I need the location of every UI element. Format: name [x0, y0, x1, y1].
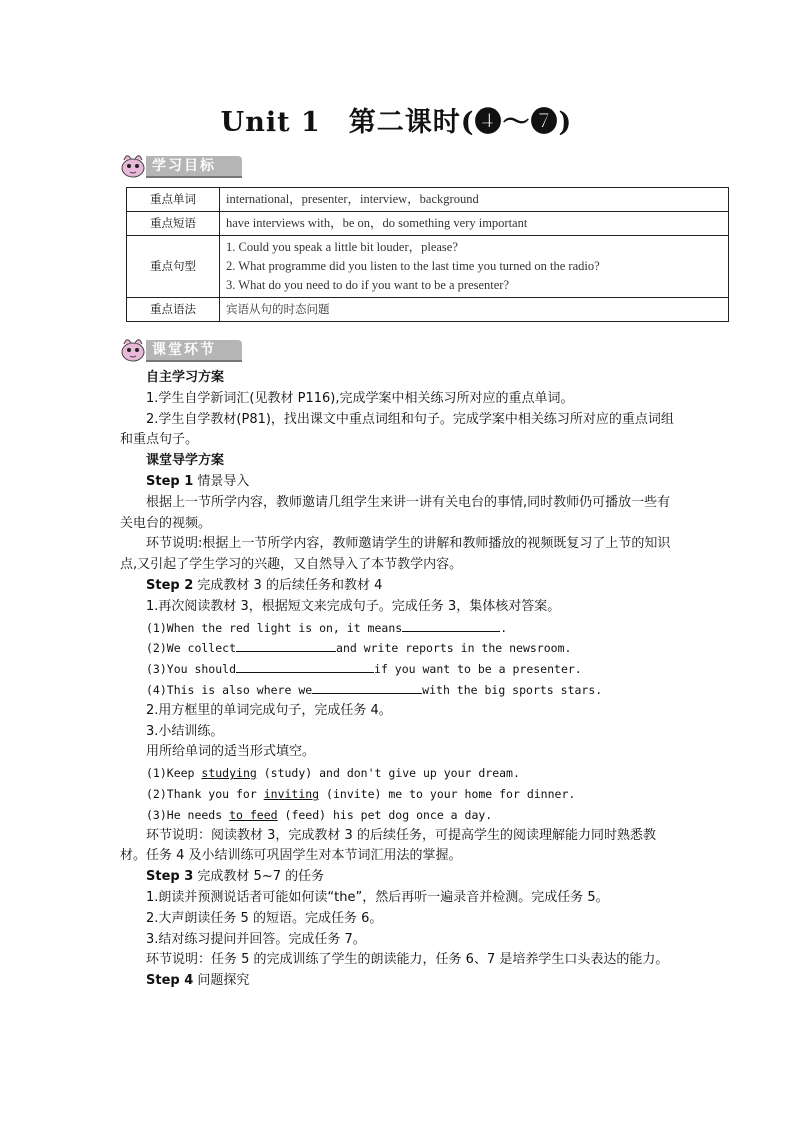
table-row: [127, 298, 729, 322]
goal-value: [220, 236, 729, 298]
step-title: 问题探究: [197, 973, 250, 989]
goal-value: international，presenter，interview，background: [220, 188, 729, 212]
exercise-line: (4)This is also where we with the big sports stars.: [146, 682, 603, 697]
paragraph: 1.朗读并预测说话者可能如何读“the”，然后再听一遍录音并检测。完成任务 5。: [146, 889, 609, 905]
table-row: [127, 188, 729, 212]
paragraph: 用所给单词的适当形式填空。: [146, 744, 316, 760]
answer-text: studying: [201, 766, 257, 781]
step-title: 完成教材 3 的后续任务和教材 4: [197, 577, 383, 593]
paragraph: 2.大声朗读任务 5 的短语。完成任务 6。: [146, 910, 383, 926]
paragraph: 1.再次阅读教材 3，根据短文来完成句子。完成任务 3，集体核对答案。: [146, 598, 561, 614]
unit-label: Unit 1: [220, 107, 321, 138]
section-label: 学习目标: [146, 156, 242, 178]
table-row: [127, 236, 729, 298]
exercise-line: (2)We collect and write reports in the newsroom.: [146, 641, 572, 656]
section-label: 课堂环节: [146, 340, 242, 362]
exercise-line: (3)He needs to feed (feed) his pet dog once a day.: [146, 807, 493, 822]
answer-blank: [236, 660, 374, 673]
heading: 自主学习方案: [146, 370, 225, 385]
step-number: Step 2: [146, 577, 194, 593]
paragraph: 1.学生自学新词汇(见教材 P116),完成学案中相关练习所对应的重点单词。: [146, 390, 574, 406]
answer-text: to feed: [229, 807, 278, 822]
heading: 课堂导学方案: [146, 453, 225, 469]
step-title: 完成教材 5~7 的任务: [197, 869, 325, 885]
goal-key: 重点句型: [127, 236, 220, 298]
mascot-icon: [118, 334, 148, 364]
answer-blank: [236, 639, 336, 652]
sentence-line: 2. What programme did you listen to the last time you turned on the radio?: [226, 259, 600, 273]
paragraph: 环节说明：任务 5 的完成训练了学生的朗读能力，任务 6、7 是培养学生口头表达的能力。: [146, 952, 669, 968]
goal-value: 宾语从句的时态问题: [226, 302, 330, 316]
paragraph: 根据上一节所学内容，教师邀请几组学生来讲一讲有关电台的事情,同时教师仍可播放一些有关电台的视频。: [120, 494, 671, 531]
step-number: Step 1: [146, 473, 194, 489]
step-number: Step 3: [146, 869, 194, 885]
lesson-content: [120, 368, 680, 992]
goal-key: 重点短语: [127, 212, 220, 236]
step-title: 情景导入: [197, 473, 250, 489]
paragraph: 环节说明：阅读教材 3，完成教材 3 的后续任务，可提高学生的阅读理解能力同时熟悉教材。任务 4 及小结训练可巩固学生对本节词汇用法的掌握。: [120, 827, 656, 864]
paragraph: 3.结对练习提问并回答。完成任务 7。: [146, 931, 366, 947]
exercise-line: (1)When the red light is on, it means .: [146, 620, 508, 635]
answer-text: inviting: [263, 786, 320, 801]
exercise-line: (3)You should if you want to be a presenter.: [146, 662, 582, 677]
mascot-icon: [118, 150, 148, 180]
goals-table: [126, 187, 729, 322]
sentence-line: 1. Could you speak a little bit louder，please?: [226, 240, 458, 254]
paragraph: 2.学生自学教材(P81)，找出课文中重点词组和句子。完成学案中相关练习所对应的重点词组和重点句子。: [120, 411, 674, 448]
exercise-line: (2)Thank you for inviting (invite) me to your home for dinner.: [146, 786, 576, 801]
paragraph: 2.用方框里的单词完成句子，完成任务 4。: [146, 702, 392, 718]
goal-key: 重点单词: [127, 188, 220, 212]
paragraph: 3.小结训练。: [146, 723, 224, 739]
exercise-line: (1)Keep studying (study) and don't give up your dream.: [146, 766, 520, 781]
goal-value: have interviews with，be on，do something very important: [220, 212, 729, 236]
sentence-line: 3. What do you need to do if you want to be a presenter?: [226, 278, 510, 292]
answer-blank: [312, 681, 422, 694]
goal-key: 重点语法: [127, 298, 220, 322]
paragraph: 环节说明:根据上一节所学内容，教师邀请学生的讲解和教师播放的视频既复习了上节的知识点,又引起了学生学习的兴趣，又自然导入了本节教学内容。: [120, 536, 671, 573]
table-row: [127, 212, 729, 236]
answer-blank: [402, 619, 500, 632]
lesson-label: 第二课时(❹～❼): [348, 107, 573, 138]
page-title: [0, 100, 793, 139]
step-number: Step 4: [146, 973, 194, 989]
